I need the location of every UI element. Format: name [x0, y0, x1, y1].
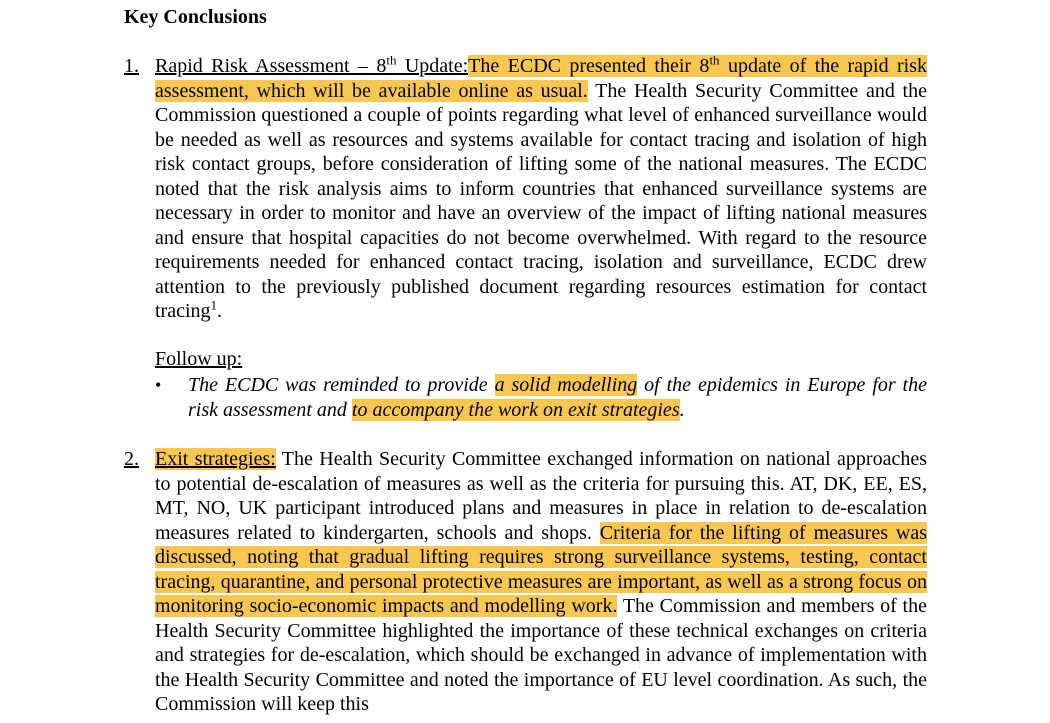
item-body: Rapid Risk Assessment – 8th Update:The ECDC presented their 8th update of the rapid risk assessment, which will be available online as usual. The Health Security Committee and the Commission questioned a couple of points regarding what level of enhanced surveillance would be needed as well as resources and systems available for contact tracing and isolation of high risk contact groups, before consideration of lifting some of the national measures. The ECDC noted that the risk analysis aims to inform countries that enhanced surveillance systems are necessary in order to monitor and have an overview of the impact of lifting national measures and ensure that hospital capacities do not become overwhelmed. With regard to the resource requirements needed for enhanced contact tracing, isolation and surveillance, ECDC drew attention to the previously published document regarding resources estimation for contact tracing$^1$. [155, 52, 927, 322]
bullet-icon: • [155, 375, 162, 395]
item-body [155, 447, 927, 717]
footnote-reference[interactable]: 1 [210, 297, 218, 313]
highlighted-text: The ECDC presented their 8th update of the rapid risk assessment, which will be available online as usual. [155, 52, 927, 102]
paragraph-text: The Health Security Committee exchanged information on national approaches to potential de-escalation of measures as well as the criteria for pursuing this. AT, DK, EE, ES, MT, NO, UK participant introduced plans and measures in place in relation to de-escalation measures related to kindergarten, schools and shops. [155, 448, 927, 544]
bullet-text: The ECDC was reminded to provide a solid modelling of the epidemics in Europe for the risk assessment and to accompany the work on exit strategies. [188, 374, 927, 421]
conclusion-item-1 [124, 54, 927, 324]
paragraph-text: The Commission and members of the Health Security Committee highlighted the importance of these technical exchanges on criteria and strategies for de-escalation, which should be exchanged in advance of implementation with the Health Security Committee and noted the importance of EU level coordination. As such, the Commission will keep this [155, 595, 927, 715]
item-number: 1. [124, 55, 139, 77]
item-title: Rapid Risk Assessment – 8th Update: [155, 52, 469, 77]
highlighted-text: a solid modelling [494, 374, 638, 396]
item-number: 2. [124, 448, 139, 470]
follow-up-label: Follow up: [155, 348, 243, 370]
section-heading: Key Conclusions [124, 6, 267, 28]
conclusion-item-2 [124, 447, 927, 717]
highlighted-text: Criteria for the lifting of measures was discussed, noting that gradual lifting requires strong surveillance systems, testing, contact tracing, quarantine, and personal protective measures are important, as well as a strong focus on monitoring socio-economic impacts and modelling work. [155, 521, 927, 617]
item-title: Exit strategies: [155, 448, 276, 470]
paragraph-text: The Health Security Committee and the Commission questioned a couple of points regarding what level of enhanced surveillance would be needed as well as resources and systems available for contact tracing and isolation of high risk contact groups, before consideration of lifting some of the national measures. The ECDC noted that the risk analysis aims to inform countries that enhanced surveillance systems are necessary in order to monitor and have an overview of the impact of lifting national measures and ensure that hospital capacities do not become overwhelmed. With regard to the resource requirements needed for enhanced contact tracing, isolation and surveillance, ECDC drew attention to the previously published document regarding resources estimation for contact tracing [155, 79, 927, 322]
follow-up-bullet [155, 373, 927, 422]
highlighted-text: to accompany the work on exit strategies [351, 398, 680, 421]
